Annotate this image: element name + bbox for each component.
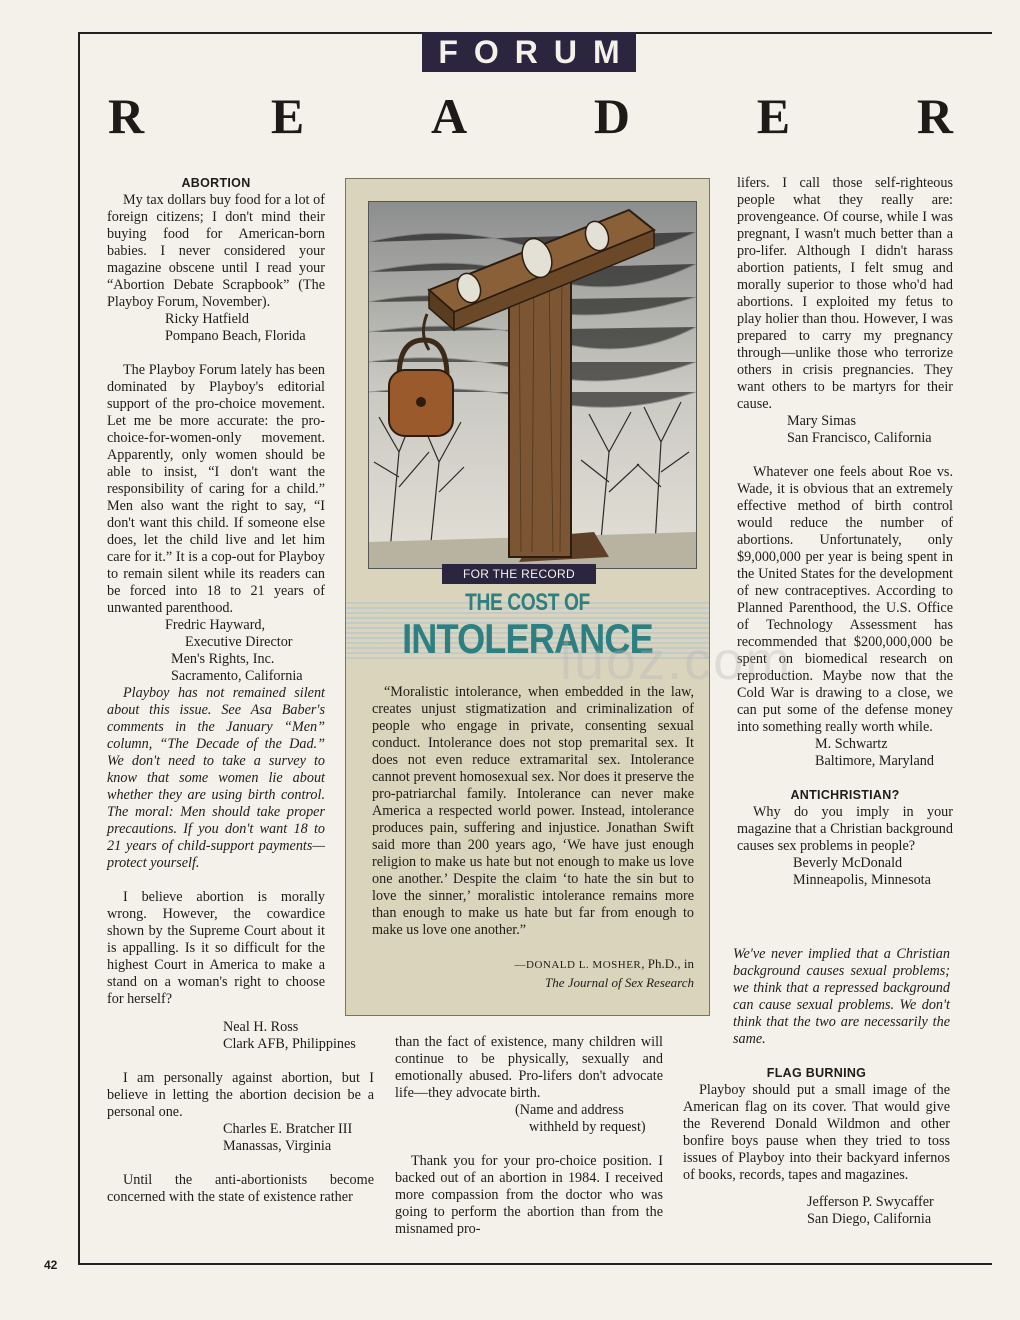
letter-signature-place: Sacramento, California — [171, 668, 303, 684]
letter-text: The Playboy Forum lately has been dominated by Playboy's editorial support of the pro-choice movement. Let me be more accurate: the pro-choice-for-women-only movement. Apparently, only women should be able to insist, “I don't want the responsibility of caring for a child.” Men also want the right to say, “I don't want this child. If someone else does, let the child live and let him care for it.” It is a cop-out for Playboy to remain silent while its readers can be forced into 18 to 21 years of unwanted parenthood. — [107, 362, 325, 616]
letter-signature-name: Mary Simas — [787, 413, 856, 429]
pillory-icon — [369, 202, 696, 568]
letter-text: Whatever one feels about Roe vs. Wade, it is obvious that an extremely effective method of birth control would reduce the number of abortions. Unfortunately, only $9,000,000 per year is being spent in the United States for the development of new contraceptives. According to Planned Parenthood, the U.S. Office of Technology Assessment has recommended that $200,000,000 be spent on biomedical research on reproduction. Maybe now that the Cold War is drawing to a close, we can put some of the defense money into something really worth while. — [737, 464, 953, 735]
reader-letter: E — [756, 88, 791, 144]
letter-text: My tax dollars buy food for a lot of foreign citizens; I don't mind their buying food for American-born babies. I never considered your magazine obscene until I read your “Abortion Debate Scrapbook” (The Playboy Forum, November). — [107, 192, 325, 310]
reader-letter: R — [916, 88, 953, 144]
letter-text: lifers. I call those self-righteous people what they really are: provengeance. Of course, while I was pregnant, I wasn't much better than a pro-lifer. Although I didn't harass abortion patients, I felt smug and morally superior to those who'd had abortions. I exploited my fetus to play holier than thou. However, I was prepared to carry my pregnancy through—unlike those who terrorize others in crisis pregnancies. They want others to be martyrs for their cause. — [737, 175, 953, 412]
letter-signature-place: Minneapolis, Minnesota — [793, 872, 931, 888]
letter-signature-place: San Diego, California — [807, 1211, 932, 1227]
page-number: 42 — [44, 1258, 58, 1272]
section-heading-antichristian: ANTICHRISTIAN? — [790, 788, 900, 802]
letter-signature-place: withheld by request) — [529, 1119, 646, 1135]
section-heading-abortion: ABORTION — [181, 176, 251, 190]
attribution-degree: , Ph.D., in — [641, 956, 694, 971]
letter-signature-title: Executive Director — [185, 634, 293, 650]
watermark: luoz.com — [560, 631, 793, 691]
editor-reply: Playboy has not remained silent about this issue. See Asa Baber's comments in the January “Men” column, “The Decade of the Dad.” We don't need to take a survey to know that some women lie about whether they are using birth control. The moral: Men should take proper precautions. If you don't want 18 to 21 years of child-support payments—protect yourself. — [107, 685, 325, 871]
reader-letter: E — [270, 88, 305, 144]
letter-signature-name: Fredric Hayward, — [165, 617, 266, 633]
letter-signature-name: Beverly McDonald — [793, 855, 903, 871]
quote-attribution — [372, 955, 694, 991]
editor-reply: We've never implied that a Christian background causes sexual problems; we think that a repressed background can cause sexual problems. We don't think that the two are necessarily the same. — [733, 946, 950, 1047]
letter-text: than the fact of existence, many children will continue to be physically, sexually and emotionally abused. Pro-lifers don't advocate life—they advocate birth. — [395, 1034, 663, 1101]
letter-signature-name: Neal H. Ross — [223, 1019, 299, 1035]
letter-signature-place: Pompano Beach, Florida — [165, 328, 306, 344]
letter-signature-name: (Name and address — [515, 1102, 624, 1118]
letter-text: Until the anti-abortionists become concerned with the state of existence rather — [107, 1172, 374, 1205]
letter-text: Why do you imply in your magazine that a Christian background causes sex problems in people? — [737, 804, 953, 854]
section-heading-flag-burning: FLAG BURNING — [766, 1066, 867, 1080]
letter-signature-place: Manassas, Virginia — [223, 1138, 332, 1154]
column-2 — [395, 1034, 663, 1238]
pillory-illustration — [368, 201, 697, 569]
letter-signature-org: Men's Rights, Inc. — [171, 651, 275, 667]
for-the-record-sidebar — [345, 178, 710, 1016]
for-the-record-label: FOR THE RECORD — [442, 564, 596, 584]
letter-text: Playboy should put a small image of the American flag on its cover. That would give the Reverend Donald Wildmon and other bonfire boys pause when they tried to toss issues of Playboy into their backyard infernos of books, records, tapes and magazines. — [683, 1082, 950, 1183]
column-3 — [737, 175, 953, 889]
column-1 — [107, 175, 325, 1008]
column-1-bottom — [107, 1019, 374, 1206]
letter-signature-name: Ricky Hatfield — [165, 311, 249, 327]
letter-signature-name: Jefferson P. Swycaffer — [807, 1194, 934, 1210]
letter-signature-place: Baltimore, Maryland — [815, 753, 934, 769]
sidebar-title-line1: THE COST OF — [465, 589, 590, 616]
reader-letter: A — [431, 88, 468, 144]
column-3-bottom — [683, 946, 950, 1228]
reader-letter: D — [593, 88, 630, 144]
frame-bottom-rule — [78, 1263, 992, 1265]
letter-text: I believe abortion is morally wrong. However, the cowardice shown by the Supreme Court about it is appalling. Is it so difficult for the highest Court in America to make a stand on a woman's right to choose for herself? — [107, 889, 325, 1007]
attribution-name: —DONALD L. MOSHER — [514, 959, 642, 971]
reader-letter: R — [108, 88, 145, 144]
attribution-source: The Journal of Sex Research — [545, 975, 694, 990]
letter-text: Thank you for your pro-choice position. I backed out of an abortion in 1984. I received more compassion from the doctor who was going to perform the abortion than from the misnamed pro- — [395, 1153, 663, 1237]
quote-text: “Moralistic intolerance, when embedded in the law, creates unjust stigmatization and criminalization of people who engage in private, consenting sexual conduct. Intolerance does not stop premarital sex. It does not even reduce extramarital sex. Intolerance cannot prevent homosexual sex. Nor does it preserve the pro-patriarchal family. Intolerance can never make America a respected world power. Instead, intolerance produces pain, suffering and injustice. Jonathan Swift said more than 200 years ago, ‘We have just enough religion to make us hate but not enough to make us love one another.’ Despite the claim ‘to hate the sin but to love the sinner,’ moralistic intolerance remains more than enough to make us hate but far from enough to make us love one another.” — [372, 684, 694, 938]
letter-text: I am personally against abortion, but I believe in letting the abortion decision be a personal one. — [107, 1070, 374, 1120]
letter-signature-place: San Francisco, California — [787, 430, 932, 446]
forum-banner: FORUM — [422, 32, 636, 72]
letter-signature-name: Charles E. Bratcher III — [223, 1121, 353, 1137]
reader-title — [108, 84, 953, 148]
letter-signature-place: Clark AFB, Philippines — [223, 1036, 356, 1052]
letter-signature-name: M. Schwartz — [815, 736, 888, 752]
sidebar-quote — [372, 684, 694, 939]
sidebar-title-line2: INTOLERANCE — [402, 615, 653, 662]
frame-left-rule — [78, 32, 80, 1264]
